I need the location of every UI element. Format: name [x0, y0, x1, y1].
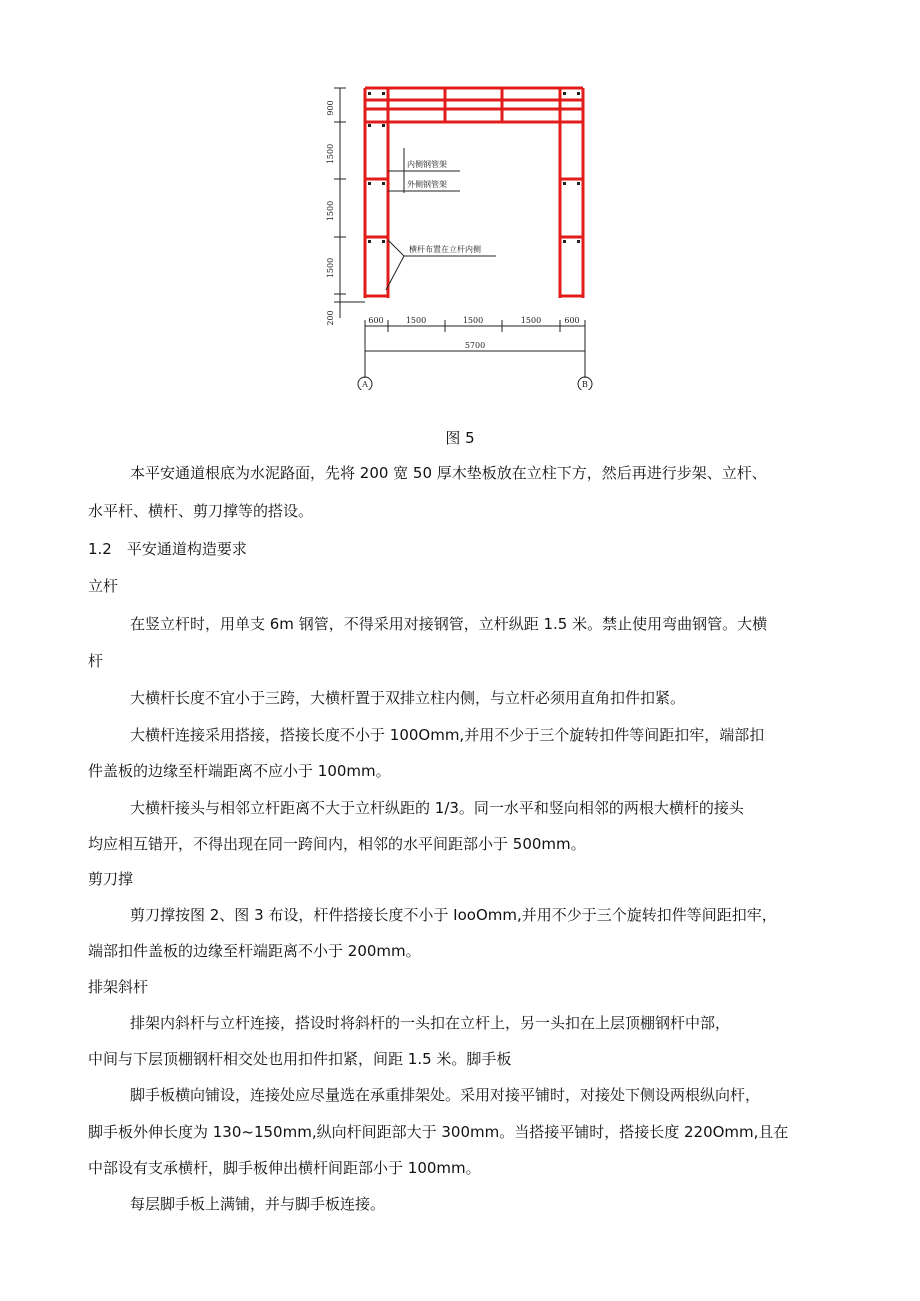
- paragraph-dahenggan-offset: 大横杆接头与相邻立杆距离不大于立杆纵距的 1/3。同一水平和竖向相邻的两根大横杆的接头: [130, 799, 744, 817]
- paragraph-jiandaocheng-cont: 端部扣件盖板的边缘至杆端距离不小于 200mm。: [88, 942, 421, 960]
- paragraph-foundation: 本平安通道根底为水泥路面，先将 200 宽 50 厚木垫板放在立柱下方，然后再进行步架、立杆、: [130, 464, 767, 482]
- heading-ligan: 立杆: [88, 577, 119, 595]
- dim-v-1500-c: 1500: [326, 257, 335, 279]
- scaffold-frame: [365, 88, 583, 298]
- paragraph-foundation-cont: 水平杆、横杆、剪刀撑等的搭设。: [88, 502, 314, 520]
- paragraph-dahenggan-offset-cont: 均应相互错开，不得出现在同一跨间内，相邻的水平间距部小于 500mm。: [88, 835, 586, 853]
- label-rail-arrangement: 横杆布置在立杆内侧: [409, 245, 481, 254]
- paragraph-jiaoshouban-cont2: 中部设有支承横杆，脚手板伸出横杆间距部小于 100mm。: [88, 1159, 481, 1177]
- dim-h-1500-a: 1500: [405, 316, 427, 325]
- dim-v-200: 200: [326, 310, 335, 326]
- axis-b-label: B: [582, 380, 588, 389]
- paragraph-jiaoshouban: 脚手板横向铺设，连接处应尽量选在承重排架处。采用对接平铺时，对接处下侧设两根纵向杆，: [130, 1086, 761, 1104]
- scaffold-section-figure: [320, 78, 600, 390]
- dim-h-1500-b: 1500: [462, 316, 484, 325]
- heading-jiandaocheng: 剪刀撑: [88, 870, 134, 888]
- paragraph-ligan: 在竖立杆时，用单支 6m 钢管，不得采用对接钢管，立杆纵距 1.5 米。禁止使用弯曲钢管。大横: [130, 615, 768, 633]
- paragraph-paijia-cont: 中间与下层顶棚钢杆相交处也用扣件扣紧，间距 1.5 米。脚手板: [88, 1050, 512, 1068]
- dim-v-1500-b: 1500: [326, 200, 335, 222]
- figure-caption: 图 5: [445, 429, 475, 447]
- paragraph-ligan-cont: 杆: [88, 652, 104, 670]
- paragraph-jiandaocheng: 剪刀撑按图 2、图 3 布设，杆件搭接长度不小于 IooOmm,并用不少于三个旋转扣件等间距扣牢，: [130, 906, 777, 924]
- label-outer-steel-frame: 外侧钢管架: [407, 180, 447, 189]
- paragraph-dahenggan-length: 大横杆长度不宜小于三跨，大横杆置于双排立柱内侧，与立杆必须用直角扣件扣紧。: [130, 689, 686, 707]
- paragraph-jiaoshouban-cont1: 脚手板外伸长度为 130~150mm,纵向杆间距部大于 300mm。当搭接平铺时，搭接长度 220Omm,且在: [88, 1123, 789, 1141]
- dim-total-5700: 5700: [464, 341, 486, 350]
- label-inner-steel-frame: 内侧钢管架: [407, 160, 447, 169]
- dim-v-900: 900: [326, 100, 335, 116]
- dim-h-600-a: 600: [368, 316, 384, 325]
- heading-paijia: 排架斜杆: [88, 978, 149, 996]
- paragraph-dahenggan-joint: 大横杆连接采用搭接，搭接长度不小于 100Omm,并用不少于三个旋转扣件等间距扣牢，端部扣: [130, 726, 765, 744]
- paragraph-paijia: 排架内斜杆与立杆连接，搭设时将斜杆的一头扣在立杆上，另一头扣在上层顶棚钢杆中部，: [130, 1014, 731, 1032]
- dim-h-600-b: 600: [564, 316, 580, 325]
- section-heading-1-2: 1.2 平安通道构造要求: [88, 540, 247, 558]
- dim-h-1500-c: 1500: [520, 316, 542, 325]
- paragraph-dahenggan-joint-cont: 件盖板的边缘至杆端距离不应小于 100mm。: [88, 762, 391, 780]
- paragraph-jiaoshouban-full: 每层脚手板上满铺，并与脚手板连接。: [130, 1195, 386, 1213]
- axis-a-label: A: [362, 380, 368, 389]
- dim-v-1500-a: 1500: [326, 143, 335, 165]
